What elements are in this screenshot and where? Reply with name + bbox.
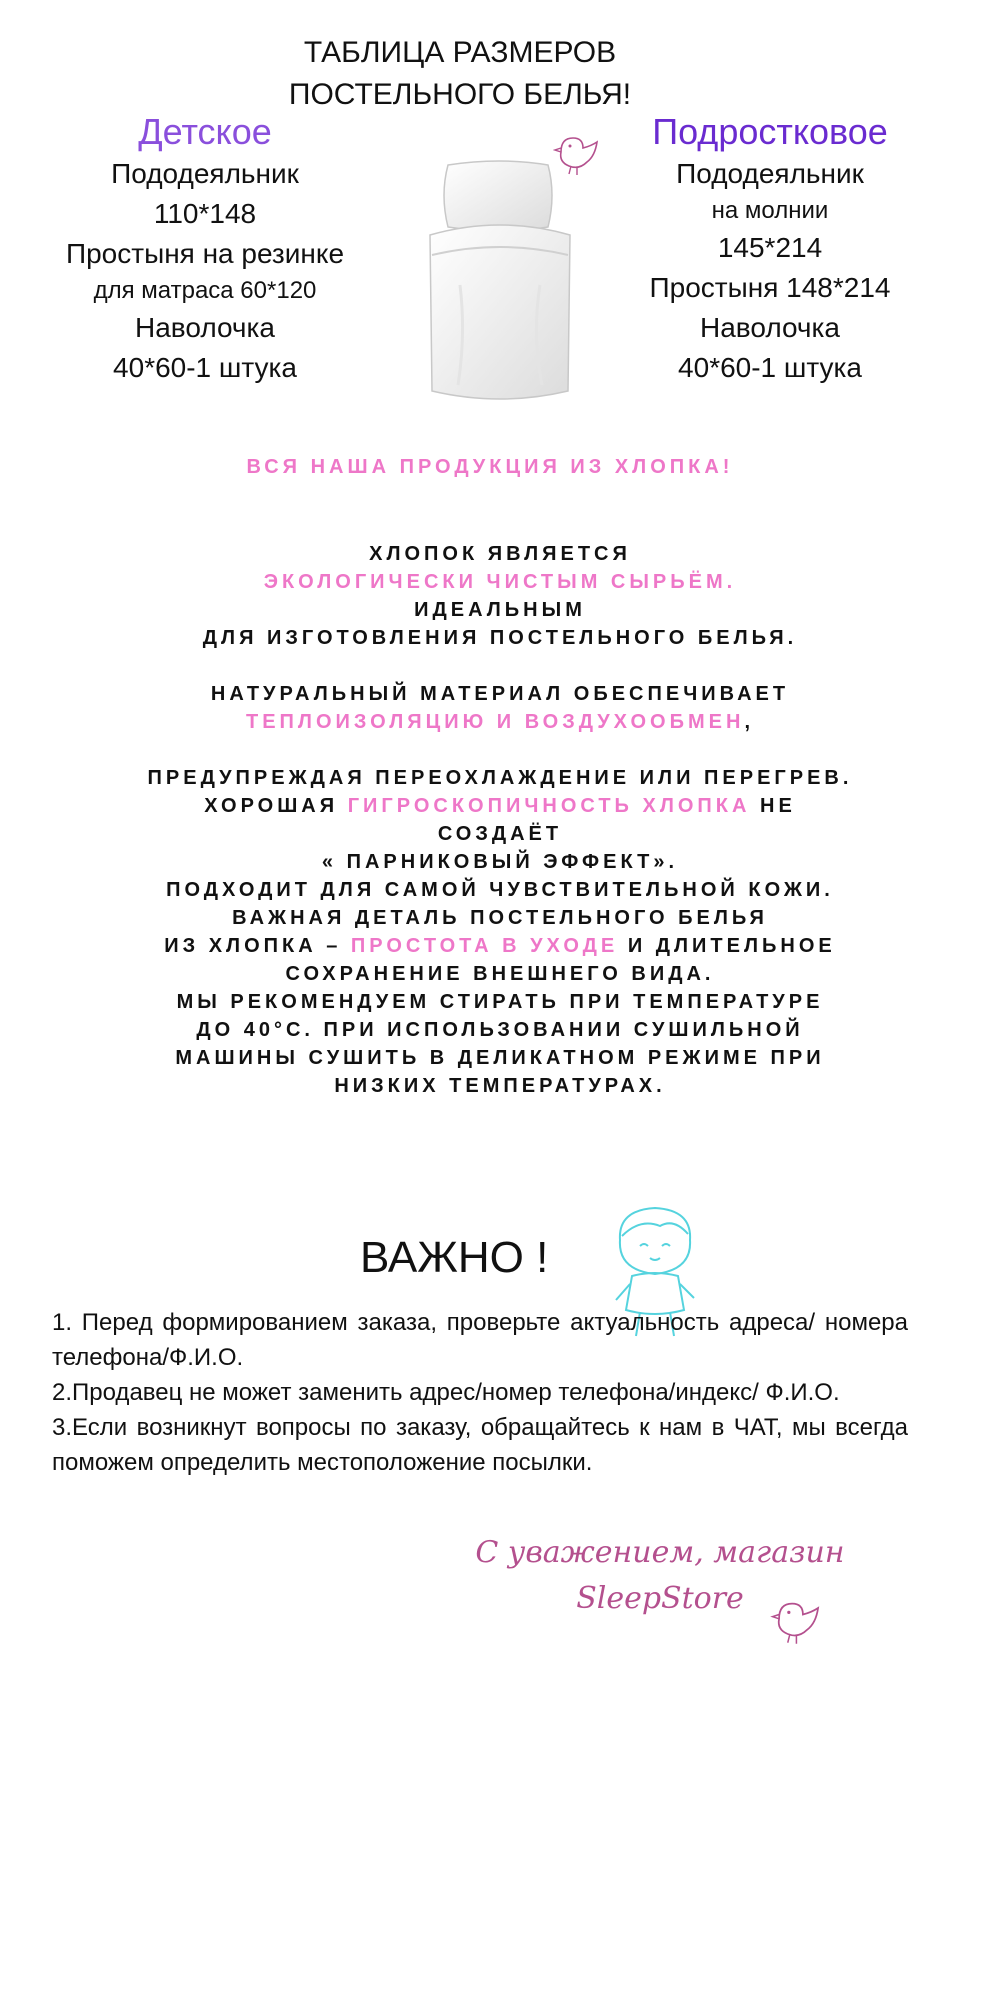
desc-text: ХОРОШАЯ	[204, 795, 339, 817]
desc-text: ИЗ ХЛОПКА –	[164, 935, 342, 957]
kids-pillow-size: 40*60-1 штука	[113, 352, 297, 383]
desc-line: МЫ РЕКОМЕНДУЕМ СТИРАТЬ ПРИ ТЕМПЕРАТУРЕ	[176, 991, 824, 1013]
teen-pillow-size: 40*60-1 штука	[678, 352, 862, 383]
desc-line: СОХРАНЕНИЕ ВНЕШНЕГО ВИДА.	[285, 963, 715, 985]
desc-line	[70, 708, 930, 736]
desc-line: ДЛЯ ИЗГОТОВЛЕНИЯ ПОСТЕЛЬНОГО БЕЛЬЯ.	[202, 627, 798, 649]
desc-line: « ПАРНИКОВЫЙ ЭФФЕКТ».	[321, 851, 679, 873]
teen-duvet-note: на молнии	[711, 197, 829, 224]
desc-line: ИДЕАЛЬНЫМ	[414, 599, 586, 621]
desc-highlight: ПРОСТОТА В УХОДЕ	[350, 935, 619, 957]
note-1: 1. Перед формированием заказа, проверьте актуальность адреса/ номера телефона/Ф.И.О.	[52, 1309, 908, 1371]
desc-text: НЕ	[760, 795, 796, 817]
signature-store-name: SleepStore	[576, 1581, 744, 1616]
bird-icon	[553, 130, 603, 178]
kids-sheet-label: Простыня на резинке	[65, 238, 345, 269]
teen-size-column	[620, 110, 920, 388]
desc-line: ДО 40°С. ПРИ ИСПОЛЬЗОВАНИИ СУШИЛЬНОЙ	[196, 1019, 804, 1041]
teen-duvet-size: 145*214	[717, 232, 823, 263]
note-2: 2.Продавец не может заменить адрес/номер телефона/индекс/ Ф.И.О.	[52, 1379, 840, 1406]
desc-line: НАТУРАЛЬНЫЙ МАТЕРИАЛ ОБЕСПЕЧИВАЕТ	[210, 683, 790, 705]
title-line-2: ПОСТЕЛЬНОГО БЕЛЬЯ!	[288, 78, 632, 111]
desc-line: ПОДХОДИТ ДЛЯ САМОЙ ЧУВСТВИТЕЛЬНОЙ КОЖИ.	[166, 879, 834, 901]
kids-heading: Детское	[138, 111, 272, 152]
important-heading: ВАЖНО !	[360, 1233, 549, 1282]
cotton-description	[70, 540, 930, 1100]
teen-pillow-label: Наволочка	[700, 312, 840, 343]
desc-text: И ДЛИТЕЛЬНОЕ	[627, 935, 836, 957]
bird-icon	[770, 1595, 825, 1647]
signature-line-1: С уважением, магазин	[475, 1535, 845, 1570]
desc-line: ВАЖНАЯ ДЕТАЛЬ ПОСТЕЛЬНОГО БЕЛЬЯ	[232, 907, 768, 929]
desc-line: ПРЕДУПРЕЖДАЯ ПЕРЕОХЛАЖДЕНИЕ ИЛИ ПЕРЕГРЕВ.	[147, 767, 853, 789]
desc-comma: ,	[744, 711, 754, 733]
kids-sheet-note: для матраса 60*120	[93, 277, 317, 304]
desc-highlight: ТЕПЛОИЗОЛЯЦИЮ И ВОЗДУХООБМЕН	[245, 711, 745, 733]
bedding-set-image	[420, 155, 580, 410]
teen-sheet-label: Простыня 148*214	[649, 272, 891, 303]
tagline: ВСЯ НАША ПРОДУКЦИЯ ИЗ ХЛОПКА!	[246, 456, 734, 478]
desc-line	[70, 932, 930, 960]
desc-line: НИЗКИХ ТЕМПЕРАТУРАХ.	[334, 1075, 666, 1097]
desc-line: ХЛОПОК ЯВЛЯЕТСЯ	[369, 543, 631, 565]
note-3: 3.Если возникнут вопросы по заказу, обращайтесь к нам в ЧАТ, мы всегда поможем определить местоположение посылки.	[52, 1414, 908, 1476]
desc-line	[70, 792, 930, 820]
title-line-1: ТАБЛИЦА РАЗМЕРОВ	[303, 36, 617, 69]
desc-highlight: ГИГРОСКОПИЧНОСТЬ ХЛОПКА	[347, 795, 751, 817]
desc-line: МАШИНЫ СУШИТЬ В ДЕЛИКАТНОМ РЕЖИМЕ ПРИ	[175, 1047, 825, 1069]
kids-duvet-label: Пододеяльник	[111, 158, 299, 189]
kids-size-column	[40, 110, 370, 388]
kids-pillow-label: Наволочка	[135, 312, 275, 343]
kids-duvet-size: 110*148	[153, 198, 257, 229]
page-title	[160, 32, 760, 116]
teen-heading: Подростковое	[652, 111, 888, 152]
teen-duvet-label: Пододеяльник	[676, 158, 864, 189]
order-notes	[52, 1305, 908, 1480]
desc-highlight: ЭКОЛОГИЧЕСКИ ЧИСТЫМ СЫРЬЁМ.	[263, 571, 737, 593]
desc-line: СОЗДАЁТ	[437, 823, 563, 845]
